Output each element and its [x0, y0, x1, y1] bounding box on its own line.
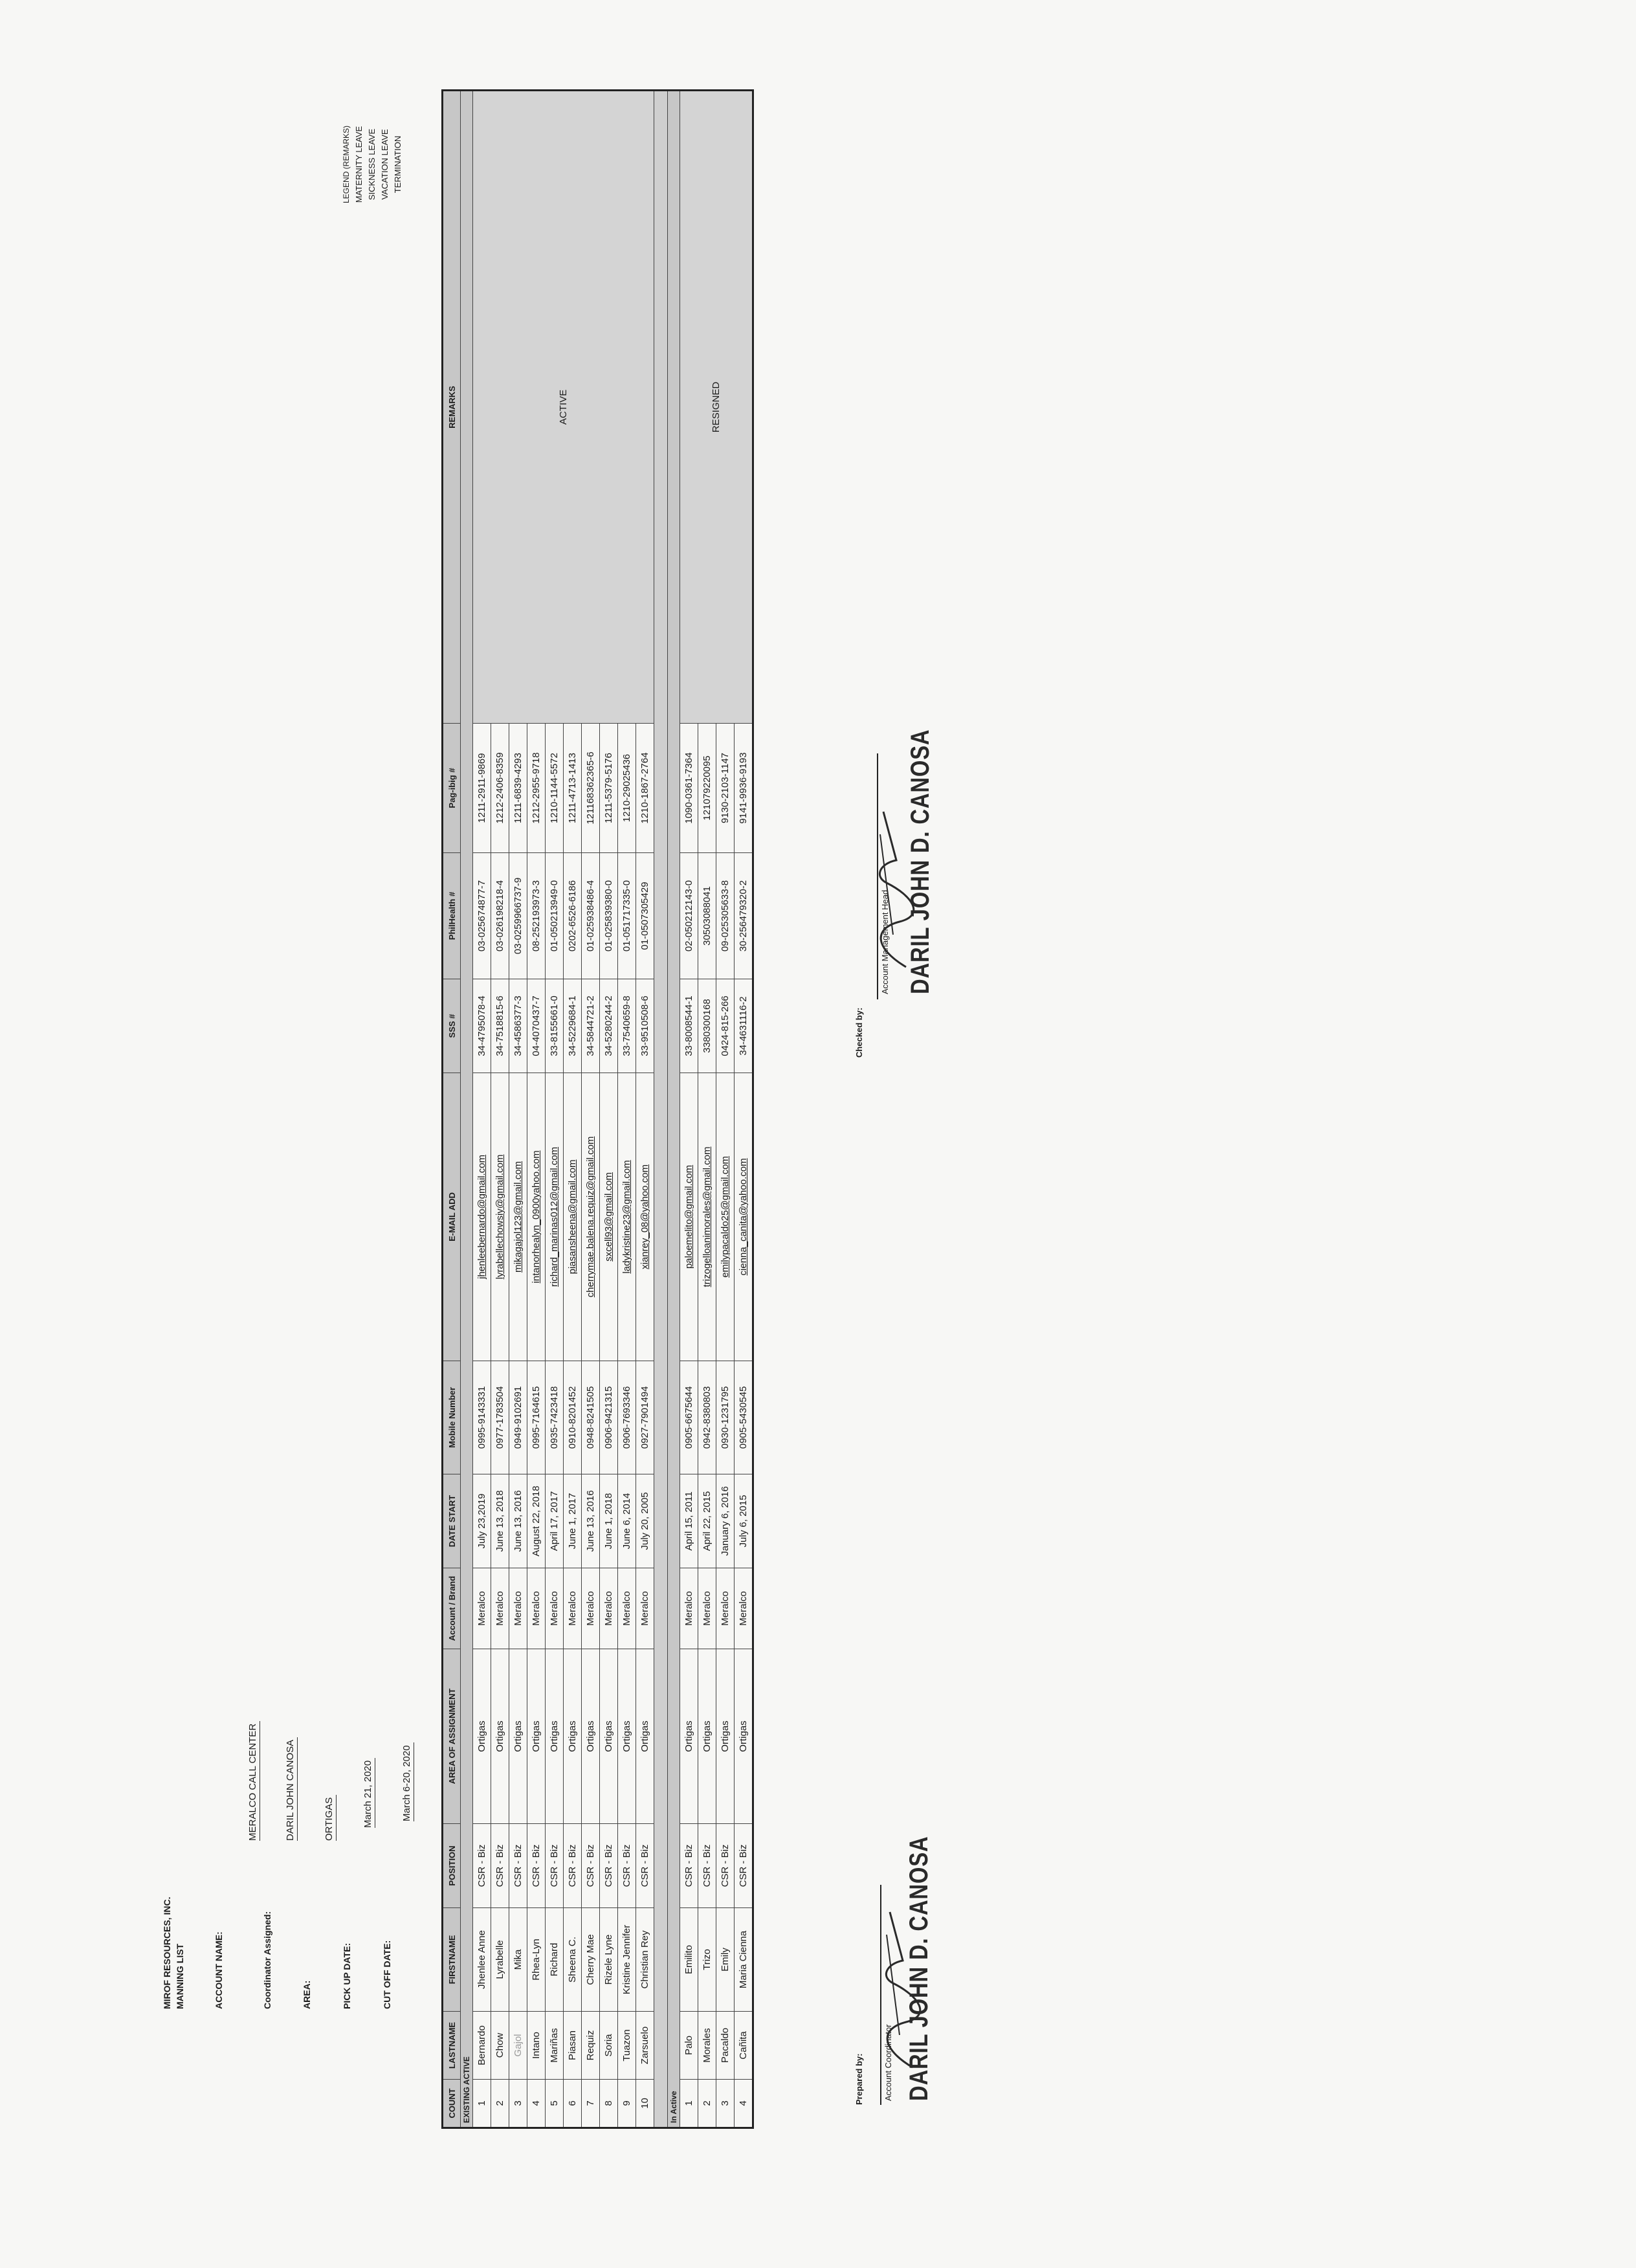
- cell-date-start: June 1, 2018: [600, 1474, 618, 1568]
- col-pagibig: Pag-ibig #: [443, 724, 461, 853]
- checked-role: Account Management Head: [880, 889, 890, 994]
- cell-count: 2: [491, 2080, 509, 2128]
- cell-philhealth: 01-050213949-0: [546, 853, 564, 979]
- cell-position: CSR - Biz: [735, 1824, 753, 1908]
- cutoff-date-label: CUT OFF DATE:: [382, 1940, 392, 2009]
- cell-date-start: July 6, 2015: [735, 1474, 753, 1568]
- cell-count: 8: [600, 2080, 618, 2128]
- cell-email: lyrabellechowsiy@gmail.com: [491, 1073, 509, 1361]
- cell-sss: 33-9510508-6: [636, 979, 654, 1073]
- cell-brand: Meralco: [698, 1568, 716, 1649]
- cell-date-start: April 17, 2017: [546, 1474, 564, 1568]
- cell-email: cienna_canita@yahoo.com: [735, 1073, 753, 1361]
- pickup-date-label: PICK UP DATE:: [342, 1942, 352, 2009]
- cell-philhealth: 08-252193973-3: [527, 853, 546, 979]
- cell-philhealth: 30503088041: [698, 853, 716, 979]
- cell-mobile: 0935-7423418: [546, 1361, 564, 1474]
- cell-lastname: Mariñas: [546, 2012, 564, 2080]
- cell-email: ladykristine23@gmail.com: [618, 1073, 636, 1361]
- cell-lastname: Tuazon: [618, 2012, 636, 2080]
- area-value: ORTIGAS: [324, 1795, 337, 1841]
- cell-area: Ortigas: [698, 1649, 716, 1824]
- cell-sss: 3380300168: [698, 979, 716, 1073]
- cell-sss: 34-5844721-2: [582, 979, 600, 1073]
- cell-pagibig: 1212-2955-9718: [527, 724, 546, 853]
- cell-mobile: 0905-6675644: [680, 1361, 698, 1474]
- cell-lastname: Bernardo: [473, 2012, 491, 2080]
- cell-brand: Meralco: [473, 1568, 491, 1649]
- cell-position: CSR - Biz: [509, 1824, 527, 1908]
- cell-area: Ortigas: [564, 1649, 582, 1824]
- cell-count: 4: [735, 2080, 753, 2128]
- cell-count: 5: [546, 2080, 564, 2128]
- cell-philhealth: 03-026198218-4: [491, 853, 509, 979]
- cell-area: Ortigas: [509, 1649, 527, 1824]
- cell-lastname: Chow: [491, 2012, 509, 2080]
- cell-count: 9: [618, 2080, 636, 2128]
- cell-date-start: June 1, 2017: [564, 1474, 582, 1568]
- cell-lastname: Gajol: [509, 2012, 527, 2080]
- cell-position: CSR - Biz: [636, 1824, 654, 1908]
- cell-email: emilypacaldo25@gmail.com: [716, 1073, 735, 1361]
- cell-brand: Meralco: [527, 1568, 546, 1649]
- cell-date-start: August 22, 2018: [527, 1474, 546, 1568]
- cell-sss: 33-8155661-0: [546, 979, 564, 1073]
- cell-lastname: Morales: [698, 2012, 716, 2080]
- cell-lastname: Piasan: [564, 2012, 582, 2080]
- pickup-date-value: March 21, 2020: [362, 1758, 375, 1828]
- legend-maternity-leave: MATERNITY LEAVE: [354, 126, 364, 203]
- legend-termination: TERMINATION: [393, 135, 403, 194]
- cell-mobile: 0930-1231795: [716, 1361, 735, 1474]
- cell-pagibig: 9141-9936-9193: [735, 724, 753, 853]
- legend-sickness-leave: SICKNESS LEAVE: [367, 128, 377, 201]
- cell-position: CSR - Biz: [680, 1824, 698, 1908]
- col-brand: Account / Brand: [443, 1568, 461, 1649]
- cell-remarks: RESIGNED: [680, 91, 753, 724]
- cell-sss: 04-4070437-7: [527, 979, 546, 1073]
- cell-date-start: July 23,2019: [473, 1474, 491, 1568]
- cell-sss: 33-7540659-8: [618, 979, 636, 1073]
- cell-lastname: Pacaldo: [716, 2012, 735, 2080]
- cell-sss: 0424-815-266: [716, 979, 735, 1073]
- spacer-cell: [654, 91, 668, 2128]
- cell-brand: Meralco: [564, 1568, 582, 1649]
- cell-sss: 34-4795078-4: [473, 979, 491, 1073]
- cell-philhealth: 03-0259966737-9: [509, 853, 527, 979]
- cell-area: Ortigas: [636, 1649, 654, 1824]
- table-row: [473, 91, 491, 2128]
- cell-email: xianrey_08@yahoo.com: [636, 1073, 654, 1361]
- checked-signature-name: DARIL JOHN D. CANOSA: [906, 729, 934, 994]
- cell-firstname: Rhea-Lyn: [527, 1908, 546, 2012]
- table-header-row: [443, 91, 461, 2128]
- cell-date-start: June 13, 2018: [491, 1474, 509, 1568]
- cell-date-start: April 15, 2011: [680, 1474, 698, 1568]
- cell-pagibig: 9130-2103-1147: [716, 724, 735, 853]
- cell-philhealth: 01-025839380-0: [600, 853, 618, 979]
- cell-email: mikagajol123@gmail.com: [509, 1073, 527, 1361]
- cell-position: CSR - Biz: [527, 1824, 546, 1908]
- cell-mobile: 0910-8201452: [564, 1361, 582, 1474]
- cell-brand: Meralco: [546, 1568, 564, 1649]
- cell-count: 10: [636, 2080, 654, 2128]
- cell-date-start: June 6, 2014: [618, 1474, 636, 1568]
- col-position: POSITION: [443, 1824, 461, 1908]
- cell-lastname: Requiz: [582, 2012, 600, 2080]
- cutoff-date-value: March 6-20, 2020: [401, 1742, 414, 1821]
- account-name-label: ACCOUNT NAME:: [214, 1931, 224, 2009]
- cell-position: CSR - Biz: [716, 1824, 735, 1908]
- cell-firstname: Christian Rey: [636, 1908, 654, 2012]
- manning-table-wrap: [441, 91, 754, 2129]
- cell-position: CSR - Biz: [618, 1824, 636, 1908]
- cell-firstname: Richard: [546, 1908, 564, 2012]
- cell-philhealth: 01-0507305429: [636, 853, 654, 979]
- cell-firstname: Sheena C.: [564, 1908, 582, 2012]
- cell-pagibig: 1210-1144-5572: [546, 724, 564, 853]
- cell-firstname: Cherry Mae: [582, 1908, 600, 2012]
- cell-firstname: Emilito: [680, 1908, 698, 2012]
- cell-email: cherrymae.balena.requiz@gmail.com: [582, 1073, 600, 1361]
- legend-vacation-leave: VACATION LEAVE: [380, 129, 390, 200]
- cell-sss: 34-5229684-1: [564, 979, 582, 1073]
- cell-brand: Meralco: [716, 1568, 735, 1649]
- cell-firstname: Mika: [509, 1908, 527, 2012]
- cell-count: 6: [564, 2080, 582, 2128]
- cell-firstname: Jhenlee Anne: [473, 1908, 491, 2012]
- cell-email: sxcell93@gmail.com: [600, 1073, 618, 1361]
- cell-date-start: July 20, 2005: [636, 1474, 654, 1568]
- cell-date-start: June 13, 2016: [582, 1474, 600, 1568]
- cell-position: CSR - Biz: [698, 1824, 716, 1908]
- cell-pagibig: 1211-5379-5176: [600, 724, 618, 853]
- cell-mobile: 0942-8380803: [698, 1361, 716, 1474]
- cell-lastname: Palo: [680, 2012, 698, 2080]
- cell-count: 4: [527, 2080, 546, 2128]
- cell-lastname: Cañita: [735, 2012, 753, 2080]
- cell-mobile: 0906-7693346: [618, 1361, 636, 1474]
- cell-brand: Meralco: [600, 1568, 618, 1649]
- col-area: AREA OF ASSIGNMENT: [443, 1649, 461, 1824]
- cell-pagibig: 121079220095: [698, 724, 716, 853]
- section-label: In Active: [668, 91, 680, 2128]
- prepared-signature-name: DARIL JOHN D. CANOSA: [905, 1836, 933, 2101]
- cell-brand: Meralco: [618, 1568, 636, 1649]
- cell-sss: 34-4586377-3: [509, 979, 527, 1073]
- cell-mobile: 0977-1783504: [491, 1361, 509, 1474]
- cell-firstname: Emily: [716, 1908, 735, 2012]
- cell-firstname: Maria Cienna: [735, 1908, 753, 2012]
- cell-brand: Meralco: [680, 1568, 698, 1649]
- account-name-value: MERALCO CALL CENTER: [247, 1721, 260, 1841]
- table-body: [461, 91, 753, 2128]
- cell-count: 1: [473, 2080, 491, 2128]
- cell-pagibig: 1210-1867-2764: [636, 724, 654, 853]
- cell-philhealth: 02-050212143-0: [680, 853, 698, 979]
- cell-position: CSR - Biz: [600, 1824, 618, 1908]
- col-mobile: Mobile Number: [443, 1361, 461, 1474]
- cell-brand: Meralco: [582, 1568, 600, 1649]
- cell-count: 7: [582, 2080, 600, 2128]
- cell-email: intanorhealyn_0900yahoo.com: [527, 1073, 546, 1361]
- cell-brand: Meralco: [735, 1568, 753, 1649]
- cell-count: 3: [716, 2080, 735, 2128]
- cell-date-start: April 22, 2015: [698, 1474, 716, 1568]
- cell-brand: Meralco: [509, 1568, 527, 1649]
- cell-email: jhenleebernardo@gmail.com: [473, 1073, 491, 1361]
- cell-pagibig: 1211-6839-4293: [509, 724, 527, 853]
- cell-area: Ortigas: [582, 1649, 600, 1824]
- cell-mobile: 0995-9143331: [473, 1361, 491, 1474]
- cell-count: 3: [509, 2080, 527, 2128]
- section-row-inactive: [668, 91, 680, 2128]
- col-count: COUNT: [443, 2080, 461, 2128]
- company-name: MIROF RESOURCES, INC.: [162, 1896, 172, 2009]
- cell-firstname: Trizo: [698, 1908, 716, 2012]
- cell-pagibig: 1211-4713-1413: [564, 724, 582, 853]
- cell-area: Ortigas: [735, 1649, 753, 1824]
- cell-philhealth: 0202-6526-6186: [564, 853, 582, 979]
- cell-position: CSR - Biz: [473, 1824, 491, 1908]
- cell-area: Ortigas: [491, 1649, 509, 1824]
- cell-philhealth: 09-025305633-8: [716, 853, 735, 979]
- col-firstname: FIRSTNAME: [443, 1908, 461, 2012]
- cell-firstname: Lyrabelle: [491, 1908, 509, 2012]
- section-row-active: [461, 91, 473, 2128]
- cell-pagibig: 1210-29025436: [618, 724, 636, 853]
- cell-email: piasansheena@gmail.com: [564, 1073, 582, 1361]
- coordinator-label: Coordinator Assigned:: [262, 1911, 272, 2009]
- cell-philhealth: 03-025674877-7: [473, 853, 491, 979]
- cell-mobile: 0949-9102691: [509, 1361, 527, 1474]
- cell-position: CSR - Biz: [582, 1824, 600, 1908]
- cell-mobile: 0948-8241505: [582, 1361, 600, 1474]
- prepared-role: Account Coordinator: [883, 2024, 893, 2101]
- cell-pagibig: 1212-2406-8359: [491, 724, 509, 853]
- cell-area: Ortigas: [680, 1649, 698, 1824]
- cell-pagibig: 121168362365-6: [582, 724, 600, 853]
- cell-mobile: 0906-9421315: [600, 1361, 618, 1474]
- cell-position: CSR - Biz: [546, 1824, 564, 1908]
- legend-title: LEGEND (REMARKS): [342, 125, 351, 204]
- area-label: AREA:: [302, 1980, 312, 2009]
- col-email: E-MAIL ADD: [443, 1073, 461, 1361]
- prepared-by-label: Prepared by:: [854, 2053, 864, 2105]
- cell-date-start: January 6, 2016: [716, 1474, 735, 1568]
- cell-sss: 34-4631116-2: [735, 979, 753, 1073]
- manning-table: [441, 89, 754, 2129]
- cell-lastname: Zarsuelo: [636, 2012, 654, 2080]
- cell-area: Ortigas: [527, 1649, 546, 1824]
- cell-mobile: 0927-7901494: [636, 1361, 654, 1474]
- col-sss: SSS #: [443, 979, 461, 1073]
- cell-email: richard_marinas012@gmail.com: [546, 1073, 564, 1361]
- cell-area: Ortigas: [716, 1649, 735, 1824]
- col-date-start: DATE START: [443, 1474, 461, 1568]
- cell-mobile: 0905-5430545: [735, 1361, 753, 1474]
- col-lastname: LASTNAME: [443, 2012, 461, 2080]
- spacer-row: [654, 91, 668, 2128]
- cell-philhealth: 30-256479320-2: [735, 853, 753, 979]
- cell-remarks: ACTIVE: [473, 91, 654, 724]
- cell-sss: 33-8008544-1: [680, 979, 698, 1073]
- cell-lastname: Intano: [527, 2012, 546, 2080]
- cell-date-start: June 13, 2016: [509, 1474, 527, 1568]
- cell-email: paloemelito@gmail.com: [680, 1073, 698, 1361]
- cell-firstname: Kristine Jennifer: [618, 1908, 636, 2012]
- cell-firstname: Rizele Lyne: [600, 1908, 618, 2012]
- cell-email: trizogelloanimorales@gmail.com: [698, 1073, 716, 1361]
- section-label: EXISTING ACTIVE: [461, 91, 473, 2128]
- list-title: MANNING LIST: [175, 1943, 185, 2009]
- cell-sss: 34-5280244-2: [600, 979, 618, 1073]
- coordinator-value: DARIL JOHN CANOSA: [285, 1737, 298, 1841]
- cell-mobile: 0995-7164615: [527, 1361, 546, 1474]
- cell-count: 2: [698, 2080, 716, 2128]
- cell-pagibig: 1090-0361-7364: [680, 724, 698, 853]
- cell-position: CSR - Biz: [564, 1824, 582, 1908]
- cell-philhealth: 01-051717335-0: [618, 853, 636, 979]
- cell-brand: Meralco: [636, 1568, 654, 1649]
- cell-area: Ortigas: [600, 1649, 618, 1824]
- cell-lastname: Soria: [600, 2012, 618, 2080]
- remarks-legend: [340, 96, 404, 232]
- col-remarks: REMARKS: [443, 91, 461, 724]
- cell-area: Ortigas: [546, 1649, 564, 1824]
- cell-count: 1: [680, 2080, 698, 2128]
- cell-position: CSR - Biz: [491, 1824, 509, 1908]
- col-philhealth: PhilHealth #: [443, 853, 461, 979]
- cell-pagibig: 1211-2911-9869: [473, 724, 491, 853]
- cell-area: Ortigas: [618, 1649, 636, 1824]
- checked-by-label: Checked by:: [854, 1007, 864, 1058]
- cell-brand: Meralco: [491, 1568, 509, 1649]
- table-row: [680, 91, 698, 2128]
- cell-sss: 34-7518815-6: [491, 979, 509, 1073]
- cell-area: Ortigas: [473, 1649, 491, 1824]
- cell-philhealth: 01-025938486-4: [582, 853, 600, 979]
